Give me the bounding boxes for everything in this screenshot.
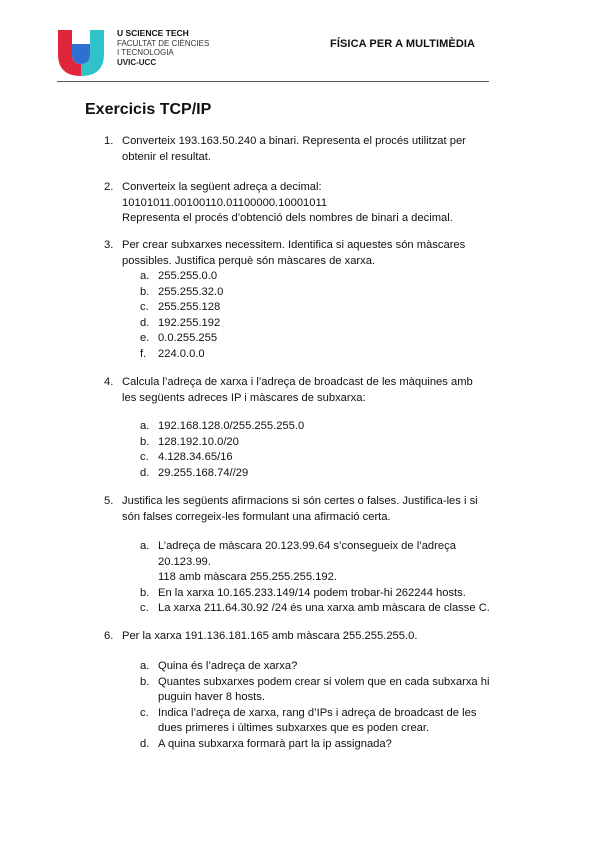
sub-item-c: [140, 450, 528, 466]
sub-item-letter: a.: [140, 270, 150, 282]
sub-item-letter: b.: [140, 285, 150, 298]
sub-item-text-line: 255.255.32.0: [158, 285, 224, 298]
sub-item-b: [140, 435, 528, 451]
sub-item-text-line: 192.255.192: [158, 316, 221, 329]
sub-item-text-line: puguin haver 8 hosts.: [158, 691, 265, 703]
question-text-line: Calcula l’adreça de xarxa i l’adreça de broadcast de les màquines amb: [122, 376, 473, 388]
sub-item-e: [140, 331, 528, 347]
question-number: 3.: [104, 239, 114, 251]
sub-item-letter: a.: [140, 660, 150, 672]
brand-line-1: U SCIENCE TECH: [117, 28, 189, 38]
sub-item-letter: c.: [140, 451, 149, 463]
sub-item-text-line: Quantes subxarxes podem crear si volem que en cada subxarxa hi: [158, 675, 490, 688]
question-text-line: les següents adreces IP i màscares de subxarxa:: [122, 391, 366, 404]
question-text-line: Converteix la següent adreça a decimal:: [122, 181, 322, 193]
sub-item-d: [140, 466, 528, 482]
sub-item-text-line: A quina subxarxa formarà part la ip assignada?: [158, 737, 392, 750]
question-number: 2.: [104, 181, 114, 193]
sub-item-b: [140, 586, 528, 602]
sub-item-text-line: 29.255.168.74//29: [158, 466, 249, 479]
sub-item-text-line: 255.255.0.0: [158, 270, 218, 282]
brand-line-2: FACULTAT DE CIÈNCIES: [117, 38, 210, 48]
question-number: 4.: [104, 376, 114, 388]
sub-item-a: [140, 539, 528, 586]
sub-item-letter: d.: [140, 316, 150, 329]
sub-item-letter: d.: [140, 737, 150, 750]
question-3: [104, 238, 522, 269]
brand-line-3: I TECNOLOGIA: [117, 48, 174, 58]
sub-item-text-line: L’adreça de màscara 20.123.99.64 s’consegueix de l’adreça: [158, 540, 456, 552]
sub-item-a: [140, 419, 528, 435]
sub-item-a: [140, 659, 528, 675]
sub-item-text-line: La xarxa 211.64.30.92 /24 és una xarxa amb màscara de classe C.: [158, 602, 490, 614]
sub-item-text-line: 224.0.0.0: [158, 347, 205, 360]
sub-item-text-line: 20.123.99.: [158, 555, 211, 568]
question-text-line: 10101011.00100110.01100000.10001011: [122, 196, 328, 209]
question-text-line: Justifica les següents afirmacions si són certes o falses. Justifica-les i si: [122, 495, 478, 507]
question-text-line: Converteix 193.163.50.240 a binari. Representa el procés utilitzat per: [122, 135, 466, 147]
sub-item-text-line: 118 amb màscara 255.255.255.192.: [158, 571, 337, 583]
question-text-line: possibles. Justifica perquè són màscares de xarxa.: [122, 254, 376, 267]
question-2: [104, 180, 522, 227]
question-text-line: Representa el procés d’obtenció dels nombres de binari a decimal.: [122, 212, 453, 224]
question-number: 5.: [104, 495, 114, 507]
brand-line-4: UVIC-UCC: [117, 57, 157, 67]
question-text-line: Per crear subxarxes necessitem. Identifica si aquestes són màscares: [122, 239, 466, 251]
sub-item-letter: d.: [140, 466, 150, 479]
question-number: 6.: [104, 630, 114, 642]
sub-item-letter: a.: [140, 420, 150, 432]
sub-item-text-line: 128.192.10.0/20: [158, 435, 239, 448]
sub-item-letter: b.: [140, 435, 150, 448]
course-title: FÍSICA PER A MULTIMÈDIA: [330, 38, 476, 50]
faculty-brand: [117, 29, 209, 67]
sub-item-d: [140, 737, 528, 753]
question-text-line: obtenir el resultat.: [122, 150, 211, 163]
sub-item-a: [140, 269, 528, 285]
sub-item-letter: b.: [140, 586, 150, 599]
sub-item-c: [140, 601, 528, 617]
question-5: [104, 494, 522, 525]
sub-item-text-line: Indica l’adreça de xarxa, rang d’IPs i adreça de broadcast de les: [158, 706, 477, 719]
sub-item-text-line: En la xarxa 10.165.233.149/14 podem trobar-hi 262244 hosts.: [158, 586, 466, 599]
sub-item-letter: c.: [140, 602, 149, 614]
sub-item-letter: c.: [140, 301, 149, 313]
sub-item-text-line: 192.168.128.0/255.255.255.0: [158, 420, 305, 432]
sub-item-text-line: Quina és l’adreça de xarxa?: [158, 660, 298, 672]
question-6: [104, 629, 522, 645]
sub-item-text-line: dues primeres i últimes subxarxes que es poden crear.: [158, 722, 430, 734]
sub-item-d: [140, 316, 528, 332]
question-4: [104, 375, 522, 406]
sub-item-letter: a.: [140, 540, 150, 552]
sub-item-text-line: 0.0.255.255: [158, 332, 218, 344]
sub-item-letter: e.: [140, 332, 150, 344]
sub-item-letter: b.: [140, 675, 150, 688]
sub-item-letter: f.: [140, 347, 147, 360]
header-divider: [57, 81, 489, 82]
page-title: Exercicis TCP/IP: [85, 101, 212, 118]
question-number: 1.: [104, 135, 114, 147]
sub-item-c: [140, 300, 528, 316]
sub-item-b: [140, 285, 528, 301]
sub-item-c: [140, 706, 528, 737]
university-logo-icon: [58, 30, 104, 76]
sub-item-letter: c.: [140, 706, 149, 719]
question-text-line: Per la xarxa 191.136.181.165 amb màscara 255.255.255.0.: [122, 630, 418, 642]
question-1: [104, 134, 522, 165]
sub-item-f: [140, 347, 528, 363]
sub-item-text-line: 4.128.34.65/16: [158, 451, 233, 463]
sub-item-text-line: 255.255.128: [158, 301, 221, 313]
sub-item-b: [140, 675, 528, 706]
question-text-line: són falses corregeix-les formulant una afirmació certa.: [122, 510, 391, 523]
